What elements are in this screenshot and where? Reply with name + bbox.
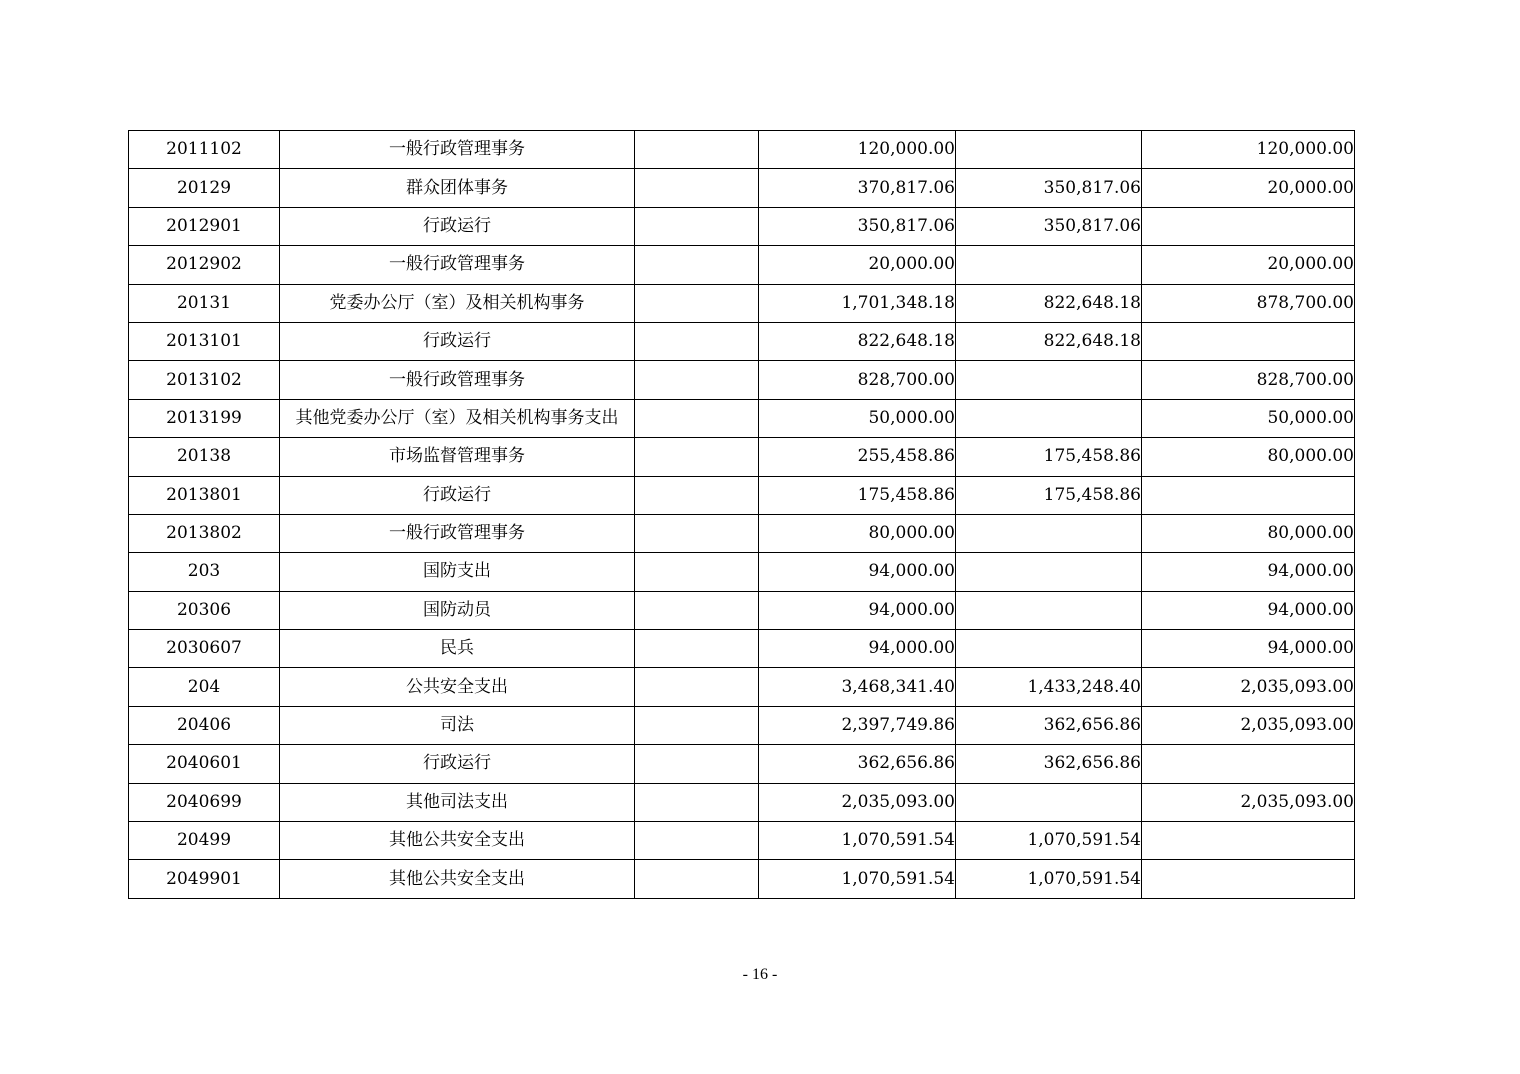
cell-blank bbox=[635, 476, 759, 514]
cell-total: 3,468,341.40 bbox=[759, 668, 956, 706]
cell-blank bbox=[635, 322, 759, 360]
cell-basic bbox=[956, 553, 1142, 591]
cell-basic: 822,648.18 bbox=[956, 322, 1142, 360]
cell-code: 2012902 bbox=[129, 246, 280, 284]
table-row bbox=[129, 514, 1355, 552]
cell-project bbox=[1142, 322, 1355, 360]
cell-total: 822,648.18 bbox=[759, 322, 956, 360]
table-row bbox=[129, 591, 1355, 629]
cell-name: 一般行政管理事务 bbox=[280, 361, 635, 399]
cell-project: 2,035,093.00 bbox=[1142, 706, 1355, 744]
cell-name: 其他党委办公厅（室）及相关机构事务支出 bbox=[280, 399, 635, 437]
cell-total: 80,000.00 bbox=[759, 514, 956, 552]
cell-project: 20,000.00 bbox=[1142, 246, 1355, 284]
cell-name: 一般行政管理事务 bbox=[280, 131, 635, 169]
cell-total: 2,035,093.00 bbox=[759, 783, 956, 821]
cell-project bbox=[1142, 745, 1355, 783]
cell-name: 其他公共安全支出 bbox=[280, 822, 635, 860]
cell-basic bbox=[956, 399, 1142, 437]
cell-project: 878,700.00 bbox=[1142, 284, 1355, 322]
cell-code: 203 bbox=[129, 553, 280, 591]
cell-name: 市场监督管理事务 bbox=[280, 438, 635, 476]
cell-blank bbox=[635, 783, 759, 821]
cell-blank bbox=[635, 169, 759, 207]
cell-code: 20131 bbox=[129, 284, 280, 322]
cell-name: 行政运行 bbox=[280, 745, 635, 783]
cell-basic: 350,817.06 bbox=[956, 169, 1142, 207]
cell-basic bbox=[956, 783, 1142, 821]
cell-project: 94,000.00 bbox=[1142, 630, 1355, 668]
cell-blank bbox=[635, 860, 759, 898]
cell-code: 20306 bbox=[129, 591, 280, 629]
cell-blank bbox=[635, 822, 759, 860]
cell-code: 20138 bbox=[129, 438, 280, 476]
cell-total: 350,817.06 bbox=[759, 207, 956, 245]
cell-blank bbox=[635, 630, 759, 668]
cell-basic: 350,817.06 bbox=[956, 207, 1142, 245]
cell-name: 一般行政管理事务 bbox=[280, 514, 635, 552]
table-row bbox=[129, 476, 1355, 514]
cell-total: 94,000.00 bbox=[759, 553, 956, 591]
cell-project: 94,000.00 bbox=[1142, 591, 1355, 629]
cell-name: 一般行政管理事务 bbox=[280, 246, 635, 284]
cell-project: 2,035,093.00 bbox=[1142, 783, 1355, 821]
cell-blank bbox=[635, 438, 759, 476]
cell-blank bbox=[635, 553, 759, 591]
table-row bbox=[129, 553, 1355, 591]
cell-blank bbox=[635, 284, 759, 322]
cell-name: 国防支出 bbox=[280, 553, 635, 591]
cell-project: 2,035,093.00 bbox=[1142, 668, 1355, 706]
table-row bbox=[129, 207, 1355, 245]
cell-blank bbox=[635, 591, 759, 629]
cell-basic: 1,433,248.40 bbox=[956, 668, 1142, 706]
budget-expenditure-table bbox=[128, 130, 1355, 899]
cell-code: 2049901 bbox=[129, 860, 280, 898]
cell-code: 2013102 bbox=[129, 361, 280, 399]
cell-name: 行政运行 bbox=[280, 476, 635, 514]
cell-project: 80,000.00 bbox=[1142, 514, 1355, 552]
table-row bbox=[129, 745, 1355, 783]
page-number: - 16 - bbox=[742, 966, 778, 983]
table-row bbox=[129, 668, 1355, 706]
cell-total: 1,070,591.54 bbox=[759, 860, 956, 898]
cell-name: 行政运行 bbox=[280, 207, 635, 245]
cell-code: 2013101 bbox=[129, 322, 280, 360]
table-row bbox=[129, 284, 1355, 322]
cell-total: 20,000.00 bbox=[759, 246, 956, 284]
cell-basic bbox=[956, 131, 1142, 169]
cell-code: 2040699 bbox=[129, 783, 280, 821]
cell-basic bbox=[956, 630, 1142, 668]
cell-basic: 362,656.86 bbox=[956, 706, 1142, 744]
table-row bbox=[129, 399, 1355, 437]
cell-name: 党委办公厅（室）及相关机构事务 bbox=[280, 284, 635, 322]
table-row bbox=[129, 706, 1355, 744]
cell-project: 20,000.00 bbox=[1142, 169, 1355, 207]
cell-code: 20499 bbox=[129, 822, 280, 860]
cell-name: 行政运行 bbox=[280, 322, 635, 360]
cell-basic bbox=[956, 514, 1142, 552]
cell-total: 362,656.86 bbox=[759, 745, 956, 783]
cell-blank bbox=[635, 207, 759, 245]
cell-blank bbox=[635, 131, 759, 169]
cell-basic: 1,070,591.54 bbox=[956, 860, 1142, 898]
cell-project: 828,700.00 bbox=[1142, 361, 1355, 399]
cell-project: 50,000.00 bbox=[1142, 399, 1355, 437]
cell-total: 255,458.86 bbox=[759, 438, 956, 476]
cell-blank bbox=[635, 246, 759, 284]
cell-blank bbox=[635, 745, 759, 783]
cell-blank bbox=[635, 361, 759, 399]
cell-total: 1,070,591.54 bbox=[759, 822, 956, 860]
cell-project bbox=[1142, 822, 1355, 860]
cell-total: 828,700.00 bbox=[759, 361, 956, 399]
cell-code: 2013802 bbox=[129, 514, 280, 552]
cell-project: 94,000.00 bbox=[1142, 553, 1355, 591]
cell-total: 1,701,348.18 bbox=[759, 284, 956, 322]
table-row bbox=[129, 783, 1355, 821]
cell-name: 群众团体事务 bbox=[280, 169, 635, 207]
cell-project bbox=[1142, 207, 1355, 245]
cell-total: 370,817.06 bbox=[759, 169, 956, 207]
cell-basic bbox=[956, 246, 1142, 284]
cell-name: 司法 bbox=[280, 706, 635, 744]
cell-basic: 175,458.86 bbox=[956, 438, 1142, 476]
cell-code: 2013801 bbox=[129, 476, 280, 514]
cell-name: 国防动员 bbox=[280, 591, 635, 629]
cell-name: 其他司法支出 bbox=[280, 783, 635, 821]
cell-code: 2040601 bbox=[129, 745, 280, 783]
table-row bbox=[129, 438, 1355, 476]
cell-project bbox=[1142, 476, 1355, 514]
table-row bbox=[129, 322, 1355, 360]
cell-total: 120,000.00 bbox=[759, 131, 956, 169]
cell-basic bbox=[956, 361, 1142, 399]
cell-basic: 1,070,591.54 bbox=[956, 822, 1142, 860]
cell-code: 204 bbox=[129, 668, 280, 706]
table-row bbox=[129, 169, 1355, 207]
cell-blank bbox=[635, 706, 759, 744]
cell-blank bbox=[635, 668, 759, 706]
cell-total: 94,000.00 bbox=[759, 591, 956, 629]
cell-basic bbox=[956, 591, 1142, 629]
cell-code: 2013199 bbox=[129, 399, 280, 437]
table-row bbox=[129, 131, 1355, 169]
cell-basic: 362,656.86 bbox=[956, 745, 1142, 783]
cell-total: 2,397,749.86 bbox=[759, 706, 956, 744]
cell-total: 50,000.00 bbox=[759, 399, 956, 437]
table-row bbox=[129, 246, 1355, 284]
cell-project: 120,000.00 bbox=[1142, 131, 1355, 169]
table-row bbox=[129, 822, 1355, 860]
cell-total: 94,000.00 bbox=[759, 630, 956, 668]
table-row bbox=[129, 630, 1355, 668]
cell-name: 民兵 bbox=[280, 630, 635, 668]
cell-project bbox=[1142, 860, 1355, 898]
cell-code: 2030607 bbox=[129, 630, 280, 668]
cell-code: 20406 bbox=[129, 706, 280, 744]
cell-basic: 822,648.18 bbox=[956, 284, 1142, 322]
cell-code: 20129 bbox=[129, 169, 280, 207]
cell-code: 2012901 bbox=[129, 207, 280, 245]
cell-name: 其他公共安全支出 bbox=[280, 860, 635, 898]
table-body bbox=[129, 131, 1355, 899]
cell-basic: 175,458.86 bbox=[956, 476, 1142, 514]
cell-code: 2011102 bbox=[129, 131, 280, 169]
table-row bbox=[129, 860, 1355, 898]
cell-name: 公共安全支出 bbox=[280, 668, 635, 706]
cell-blank bbox=[635, 514, 759, 552]
table-row bbox=[129, 361, 1355, 399]
cell-project: 80,000.00 bbox=[1142, 438, 1355, 476]
cell-total: 175,458.86 bbox=[759, 476, 956, 514]
cell-blank bbox=[635, 399, 759, 437]
